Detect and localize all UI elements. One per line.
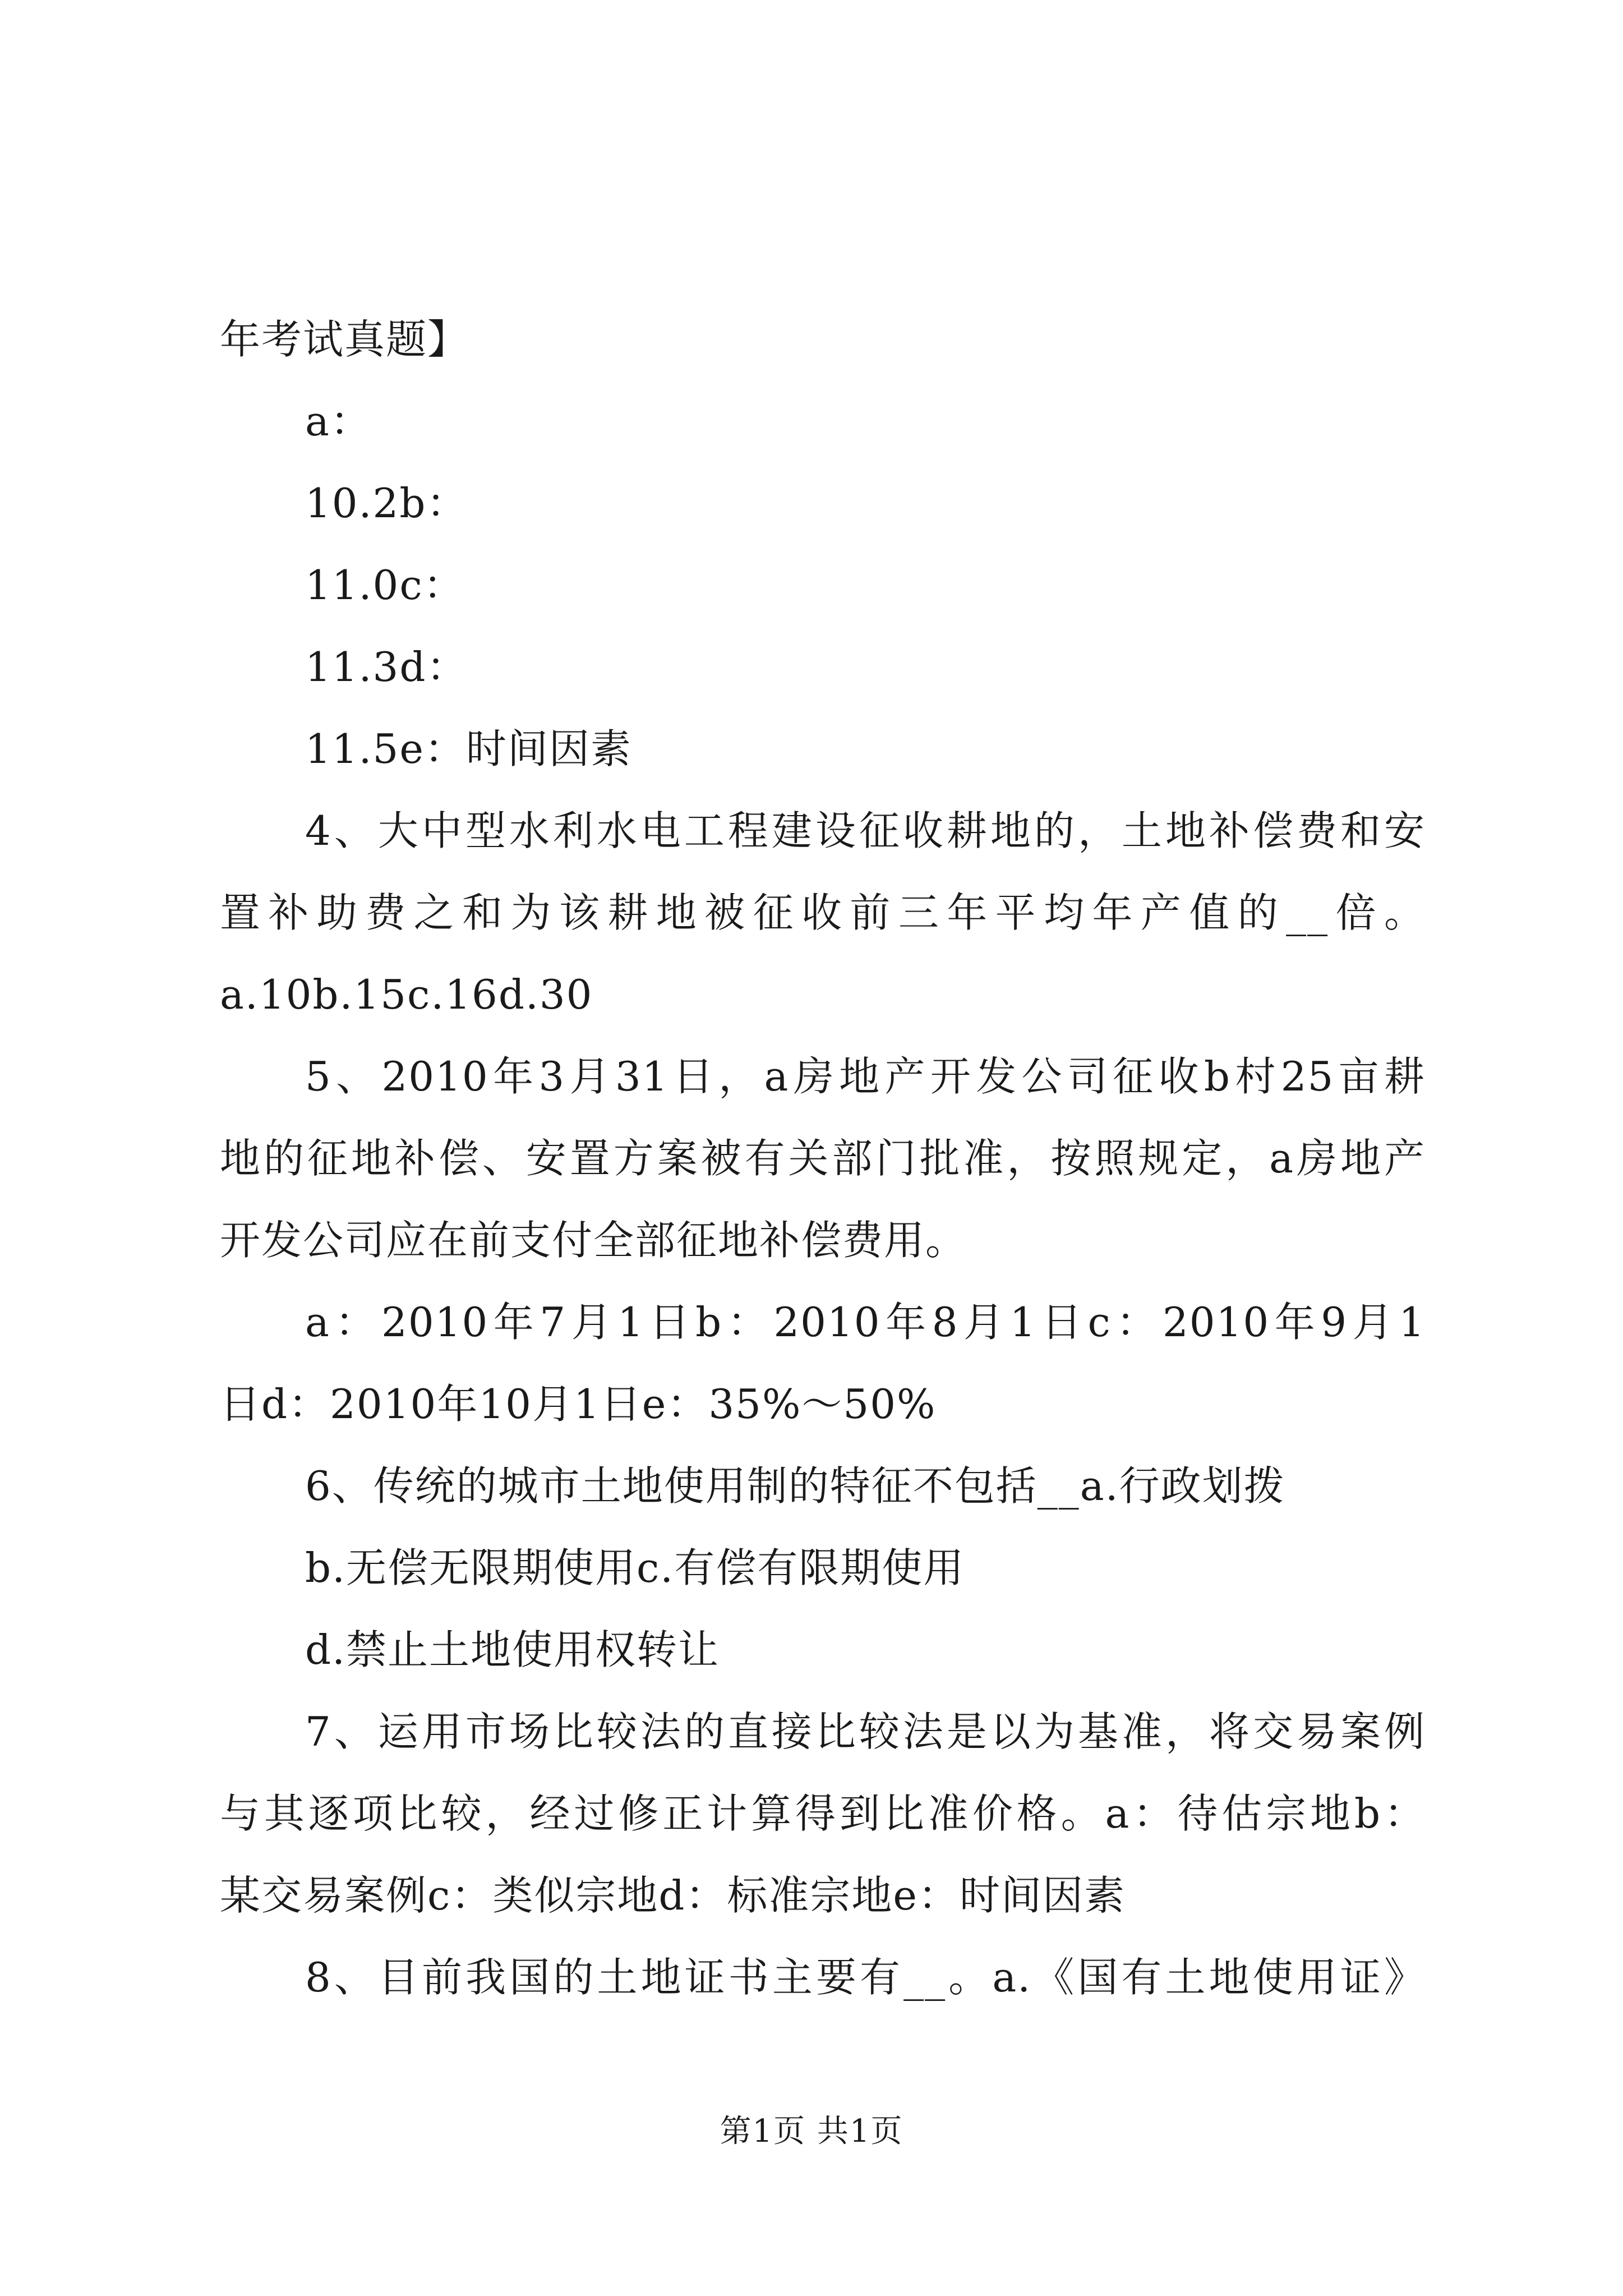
question-8-line-1: 8、目前我国的土地证书主要有__。a.《国有土地使用证》 [305, 1954, 1426, 2001]
text-line: a： [305, 398, 372, 445]
question-4-options: a.10b.15c.16d.30 [220, 971, 593, 1018]
question-5-line-3: 开发公司应在前支付全部征地补偿费用。 [220, 1217, 967, 1264]
question-6-line-1: 6、传统的城市土地使用制的特征不包括__a.行政划拨 [305, 1462, 1285, 1510]
question-7-options: 某交易案例c：类似宗地d：标准宗地e：时间因素 [220, 1872, 1126, 1919]
question-4-line-1: 4、大中型水利水电工程建设征收耕地的，土地补偿费和安 [305, 807, 1426, 854]
question-6-options-2: d.禁止土地使用权转让 [305, 1626, 720, 1673]
question-7-line-2: 与其逐项比较，经过修正计算得到比准价格。a：待估宗地b： [220, 1790, 1426, 1837]
text-line: 11.0c： [305, 562, 465, 609]
text-line: 10.2b： [305, 480, 468, 527]
question-5-options-1: a：2010年7月1日b：2010年8月1日c：2010年9月1 [305, 1299, 1426, 1346]
page-footer: 第1页 共1页 [720, 2113, 903, 2150]
question-5-options-2: 日d：2010年10月1日e：35%～50% [220, 1381, 937, 1428]
question-5-line-1: 5、2010年3月31日，a房地产开发公司征收b村25亩耕 [305, 1053, 1426, 1100]
question-6-options-1: b.无偿无限期使用c.有偿有限期使用 [305, 1544, 965, 1591]
question-4-line-2: 置补助费之和为该耕地被征收前三年平均年产值的__倍。 [220, 889, 1426, 936]
text-line: 年考试真题】 [220, 316, 469, 363]
document-body [220, 298, 1426, 2018]
text-line: 11.5e：时间因素 [305, 725, 632, 772]
question-5-line-2: 地的征地补偿、安置方案被有关部门批准，按照规定，a房地产 [220, 1135, 1426, 1182]
question-7-line-1: 7、运用市场比较法的直接比较法是以为基准，将交易案例 [305, 1708, 1426, 1755]
text-line: 11.3d： [305, 643, 468, 691]
